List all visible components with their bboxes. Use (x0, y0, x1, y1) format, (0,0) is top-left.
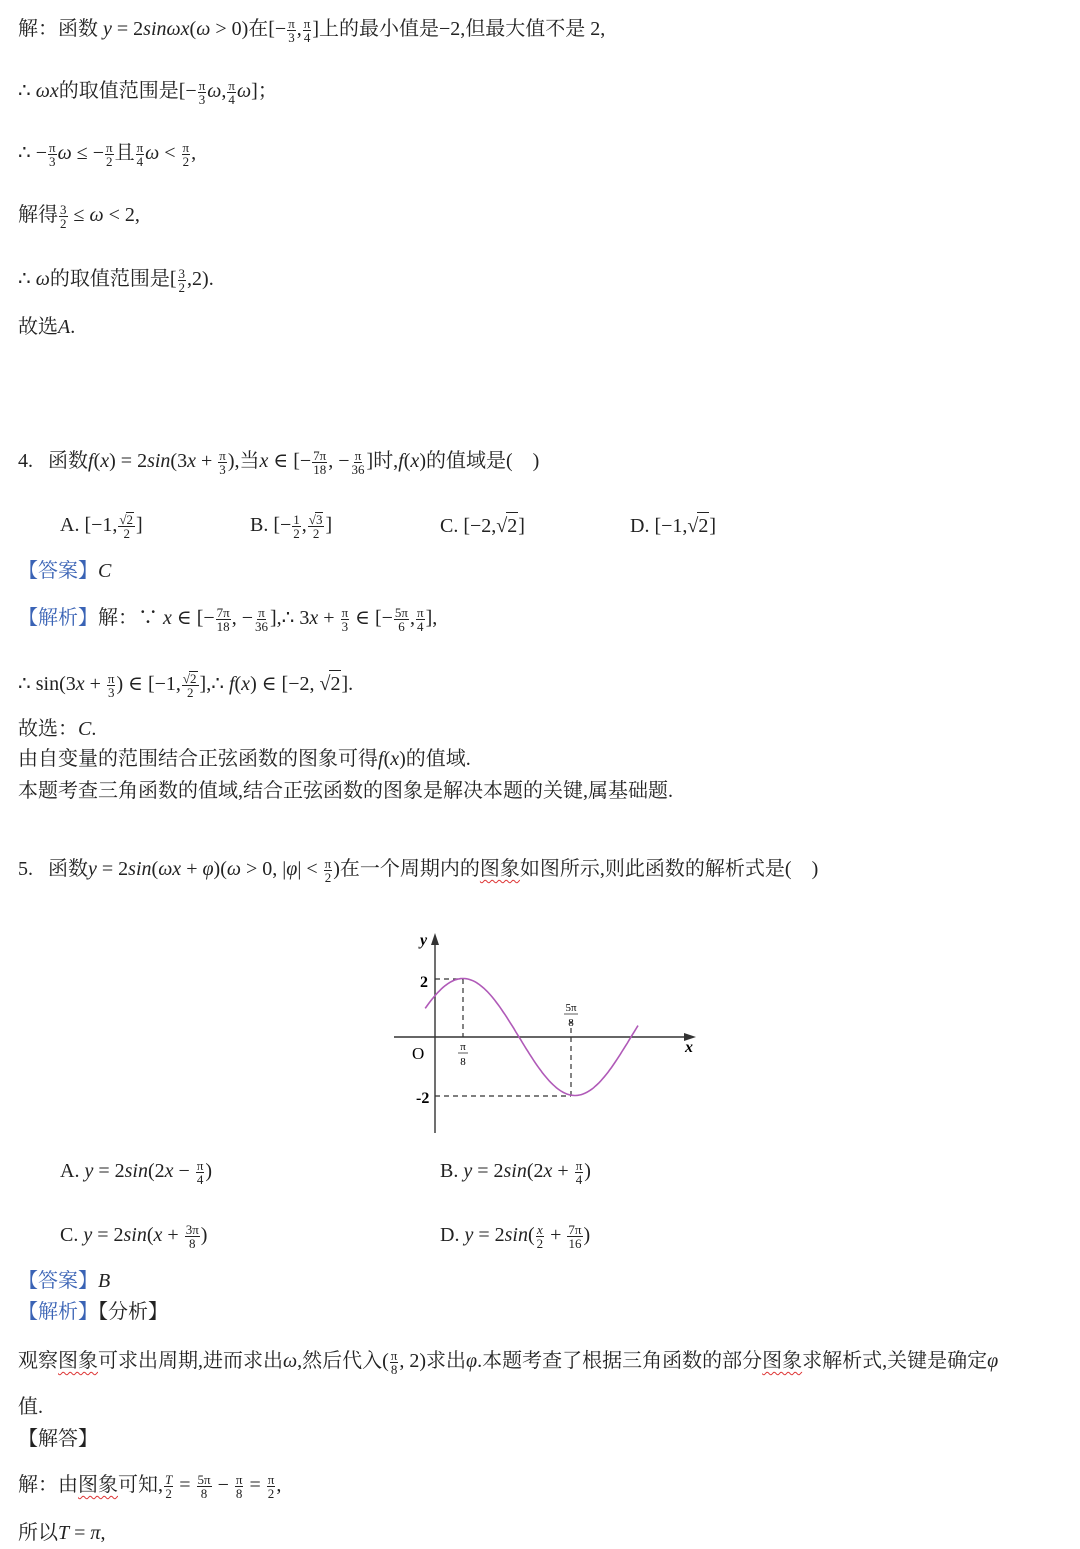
y-axis-label: y (420, 932, 428, 949)
q5-option-d[interactable]: D. y = 2sin( $\frac{x}{2}$ + $\frac{7\pi}{16}$ ) (440, 1221, 591, 1251)
sine-graph (390, 925, 710, 1140)
origin-label: O (412, 1044, 425, 1063)
x-tick-2-num: 5π (565, 1002, 577, 1014)
sol3-line-2: ∴ ωx的取值范围是[− $\frac{\pi}{3}$ ω, $\frac{\pi}{4}$ ω]； (18, 77, 278, 107)
q4-option-a[interactable]: A. [−1, $\frac{√2}{2}$ ] (60, 512, 143, 542)
sol3-line-6: 故选A. (18, 316, 76, 338)
q4-note-1: 由自变量的范围结合正弦函数的图象可得f(x)的值域. (18, 748, 471, 770)
sol3-line-4: 解得 $\frac{3}{2}$ ≤ ω < 2, (18, 201, 140, 231)
q4-answer: 【答案】C (18, 560, 112, 582)
q5-option-b[interactable]: B. y = 2sin(2x + $\frac{\pi}{4}$ ) (440, 1157, 591, 1187)
sol3-line-1: 解：函数 y = 2sinωx(ω > 0)在[− $\frac{\pi}{3}$ , $\frac{\pi}{4}$ ]上的最小值是−2,但最大值不是 2, (18, 15, 606, 45)
question-5: 5. 函数y = 2sin(ωx + φ)(ω > 0, |φ| < $\frac{\pi}{2}$ )在一个周期内的图象如图所示,则此函数的解析式是( ) (18, 855, 819, 885)
y-axis-arrow (431, 933, 439, 945)
question-4: 4. 函数f(x) = 2sin(3x + $\frac{\pi}{3}$ ),当x ∈ [− $\frac{7\pi}{18}$ , − $\frac{\pi}{36}$ ]时,f(x)的值域是( ) (18, 447, 540, 477)
q4-option-d[interactable]: D. [−1,√2] (630, 512, 716, 539)
q4-option-c[interactable]: C. [−2,√2] (440, 512, 525, 539)
sol3-line-3: ∴ − $\frac{\pi}{3}$ ω ≤ − $\frac{\pi}{2}$ 且 $\frac{\pi}{4}$ ω < $\frac{\pi}{2}$ , (18, 139, 197, 169)
q5-option-c[interactable]: C. y = 2sin(x + $\frac{3\pi}{8}$ ) (60, 1221, 208, 1251)
y-min-label: -2 (416, 1090, 430, 1107)
q4-option-b[interactable]: B. [− $\frac{1}{2}$ , $\frac{√3}{2}$ ] (250, 511, 333, 542)
q4-note-2: 本题考查三角函数的值域,结合正弦函数的图象是解决本题的关键,属基础题. (18, 780, 673, 802)
q5-solution-2: 所以T = π, (18, 1522, 106, 1544)
q4-choose: 故选：C. (18, 718, 97, 740)
x-tick-1-num: π (460, 1041, 466, 1053)
q5-solution-head: 【解答】 (18, 1428, 98, 1450)
x-tick-2-den: 8 (568, 1017, 574, 1029)
q5-answer: 【答案】B (18, 1270, 111, 1292)
q5-option-a[interactable]: A. y = 2sin(2x − $\frac{\pi}{4}$ ) (60, 1157, 213, 1187)
q4-analysis-1: 【解析】解：∵ x ∈ [− $\frac{7\pi}{18}$ , − $\frac{\pi}{36}$ ],∴ 3x + $\frac{\pi}{3}$ ∈ [− $\frac{5\pi}{6}$ , $\frac{\pi}{4}$ ], (18, 604, 438, 634)
x-tick-1-den: 8 (460, 1056, 466, 1068)
y-max-label: 2 (420, 974, 428, 991)
q5-observe-cont: 值. (18, 1396, 43, 1418)
q4-analysis-2: ∴ sin(3x + $\frac{\pi}{3}$ ) ∈ [−1, $\frac{√2}{2}$ ],∴ f(x) ∈ [−2, √2]. (18, 670, 354, 701)
q5-observe: 观察图象可求出周期,进而求出ω,然后代入( $\frac{\pi}{8}$ , 2)求出φ.本题考查了根据三角函数的部分图象求解析式,关键是确定φ (18, 1347, 999, 1377)
q5-analysis-head: 【解析】【分析】 (18, 1301, 168, 1323)
sol3-line-5: ∴ ω的取值范围是[ $\frac{3}{2}$ ,2). (18, 265, 214, 295)
q5-solution-1: 解：由图象可知, $\frac{T}{2}$ = $\frac{5\pi}{8}$ − $\frac{\pi}{8}$ = $\frac{\pi}{2}$ , (18, 1471, 282, 1501)
x-axis-label: x (685, 1039, 693, 1056)
